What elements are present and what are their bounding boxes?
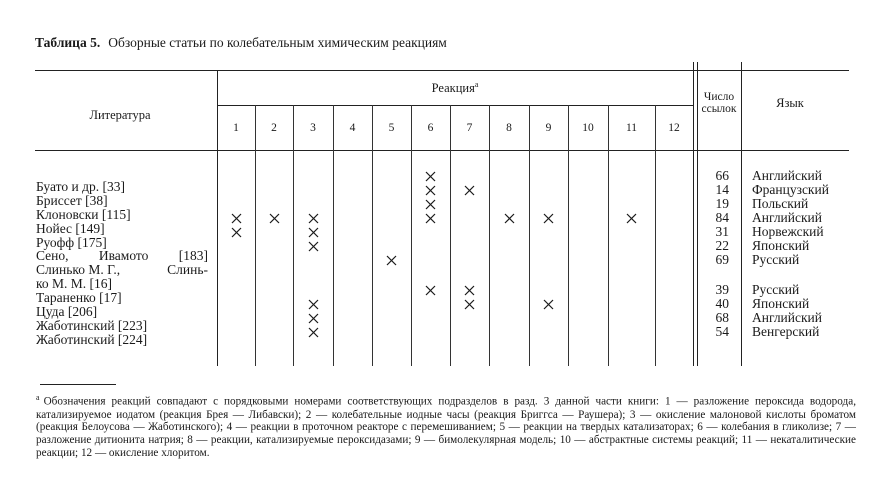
language-entry: Японский <box>752 296 810 311</box>
reference-count: 19 <box>715 196 729 211</box>
language-entry: Японский <box>752 238 810 253</box>
count-header-line2: ссылок <box>701 103 737 115</box>
literature-entry: Жаботинский [224] <box>36 332 148 347</box>
reaction-column-number: 10 <box>582 122 594 134</box>
table-top-rule <box>35 70 849 71</box>
reaction-column-number: 4 <box>349 122 356 134</box>
reaction-cross-mark <box>386 255 397 266</box>
reaction-column-number: 7 <box>466 122 473 134</box>
reaction-cross-mark <box>464 299 475 310</box>
footnote-mark: а <box>36 393 40 402</box>
reaction-column-divider <box>450 105 451 366</box>
reaction-cross-mark <box>308 241 319 252</box>
reaction-cross-mark <box>308 313 319 324</box>
reaction-header <box>415 80 495 96</box>
reaction-column-number: 11 <box>625 122 638 134</box>
reference-count: 14 <box>715 182 729 197</box>
literature-entry-part: [183] <box>178 248 208 263</box>
language-header: Язык <box>776 96 804 110</box>
literature-entry-part: Слинько М. Г., <box>36 262 121 277</box>
reaction-column-divider <box>568 105 569 366</box>
reaction-cross-mark <box>231 227 242 238</box>
reaction-cross-mark <box>308 299 319 310</box>
reaction-column-divider <box>655 105 656 366</box>
reaction-cross-mark <box>308 327 319 338</box>
reaction-cross-mark <box>231 213 242 224</box>
reference-count: 54 <box>715 324 729 339</box>
reaction-column-number: 2 <box>271 122 277 134</box>
reaction-column-divider <box>372 105 373 366</box>
reaction-header-footnote-mark: а <box>474 80 479 89</box>
count-header <box>697 91 741 115</box>
literature-entry: Клоновски [115] <box>36 207 131 222</box>
reference-count: 66 <box>715 168 729 183</box>
literature-entry <box>36 263 208 277</box>
table-number: Таблица 5. <box>35 35 101 50</box>
reference-count: 69 <box>715 252 729 267</box>
reaction-cross-mark <box>308 227 319 238</box>
literature-column-divider <box>217 70 218 366</box>
reference-count: 40 <box>715 296 729 311</box>
header-bottom-rule <box>35 150 849 151</box>
reaction-column-number: 5 <box>388 122 395 134</box>
footnote-text: Обозначения реакций совпадают с порядковыми номерами соответствующих подразделов в разд. 3 данной части книги: 1 — разложение пероксида водорода, катализируемое иодатом (реакция Брея — Либавски); 2 — колебательные иодные часы (реакция Бриггса — Раушера); 3 — окисление малоновой кислоты броматом (реакция Белоусова — Жаботинского); 4 — реакции в проточном реакторе с перемешиванием; 5 — реакции на твердых катализаторах; 6 — колебания в гликолизе; 7 — разложение дитионита натрия; 8 — реакции, катализируемые пероксидазами; 9 — бимолекулярная модель; 10 — абстрактные системы реакций; 11 — некаталитические реакции; 12 — окисление хлоритом. <box>36 395 856 459</box>
count-header-line1: Число <box>703 91 735 103</box>
reaction-cross-mark <box>425 171 436 182</box>
reaction-column-divider <box>293 105 294 366</box>
literature-entry: Жаботинский [223] <box>36 318 148 333</box>
literature-entry: Буато и др. [33] <box>36 179 125 194</box>
literature-header: Литература <box>89 108 151 122</box>
reference-count: 84 <box>715 210 729 225</box>
literature-entry: Нойес [149] <box>36 221 105 236</box>
reaction-column-divider <box>608 105 609 366</box>
language-entry: Русский <box>752 282 800 297</box>
reaction-column-divider <box>333 105 334 366</box>
language-entry: Английский <box>752 210 823 225</box>
reaction-column-number: 1 <box>233 122 239 134</box>
reaction-cross-mark <box>269 213 280 224</box>
reaction-column-number: 3 <box>310 122 316 134</box>
count-column-divider-a <box>693 62 694 366</box>
literature-entry: ко М. М. [16] <box>36 276 112 291</box>
reaction-cross-mark <box>425 199 436 210</box>
reaction-cross-mark <box>425 285 436 296</box>
literature-entry-part: Сено, <box>36 248 69 263</box>
reference-count: 68 <box>715 310 729 325</box>
reaction-cross-mark <box>543 213 554 224</box>
language-entry: Французский <box>752 182 829 197</box>
reaction-column-number: 8 <box>506 122 512 134</box>
literature-entry: Тараненко [17] <box>36 290 122 305</box>
reaction-column-divider <box>255 105 256 366</box>
literature-entry-part: Слинь- <box>167 262 208 277</box>
language-entry: Английский <box>752 310 823 325</box>
reaction-column-divider <box>529 105 530 366</box>
footnote-rule <box>40 384 116 385</box>
reaction-header-label: Реакция <box>431 81 475 96</box>
literature-entry: Бриссет [38] <box>36 193 108 208</box>
language-entry: Венгерский <box>752 324 820 339</box>
language-entry: Польский <box>752 196 809 211</box>
language-entry: Английский <box>752 168 823 183</box>
table-caption <box>35 35 447 51</box>
reaction-cross-mark <box>464 285 475 296</box>
literature-entry: Руофф [175] <box>36 235 107 250</box>
reaction-column-divider <box>489 105 490 366</box>
literature-entry <box>36 249 208 263</box>
reaction-column-number: 6 <box>427 122 434 134</box>
language-entry: Норвежский <box>752 224 824 239</box>
reaction-cross-mark <box>425 185 436 196</box>
reference-count: 22 <box>715 238 729 253</box>
reaction-cross-mark <box>626 213 637 224</box>
reaction-cross-mark <box>308 213 319 224</box>
reaction-cross-mark <box>543 299 554 310</box>
reaction-cross-mark <box>425 213 436 224</box>
reference-count: 31 <box>715 224 729 239</box>
reaction-cross-mark <box>464 185 475 196</box>
table-title: Обзорные статьи по колебательным химическим реакциям <box>108 35 447 50</box>
reference-count: 39 <box>715 282 729 297</box>
literature-entry-part: Ивамото <box>98 248 149 263</box>
footnote <box>36 392 856 460</box>
literature-entry: Цуда [206] <box>36 304 98 319</box>
reaction-column-number: 9 <box>545 122 552 134</box>
reaction-subheader-rule <box>217 105 693 106</box>
language-entry: Русский <box>752 252 800 267</box>
reaction-cross-mark <box>504 213 515 224</box>
reaction-column-divider <box>411 105 412 366</box>
reaction-column-number: 12 <box>668 122 680 134</box>
language-column-divider <box>741 62 742 366</box>
